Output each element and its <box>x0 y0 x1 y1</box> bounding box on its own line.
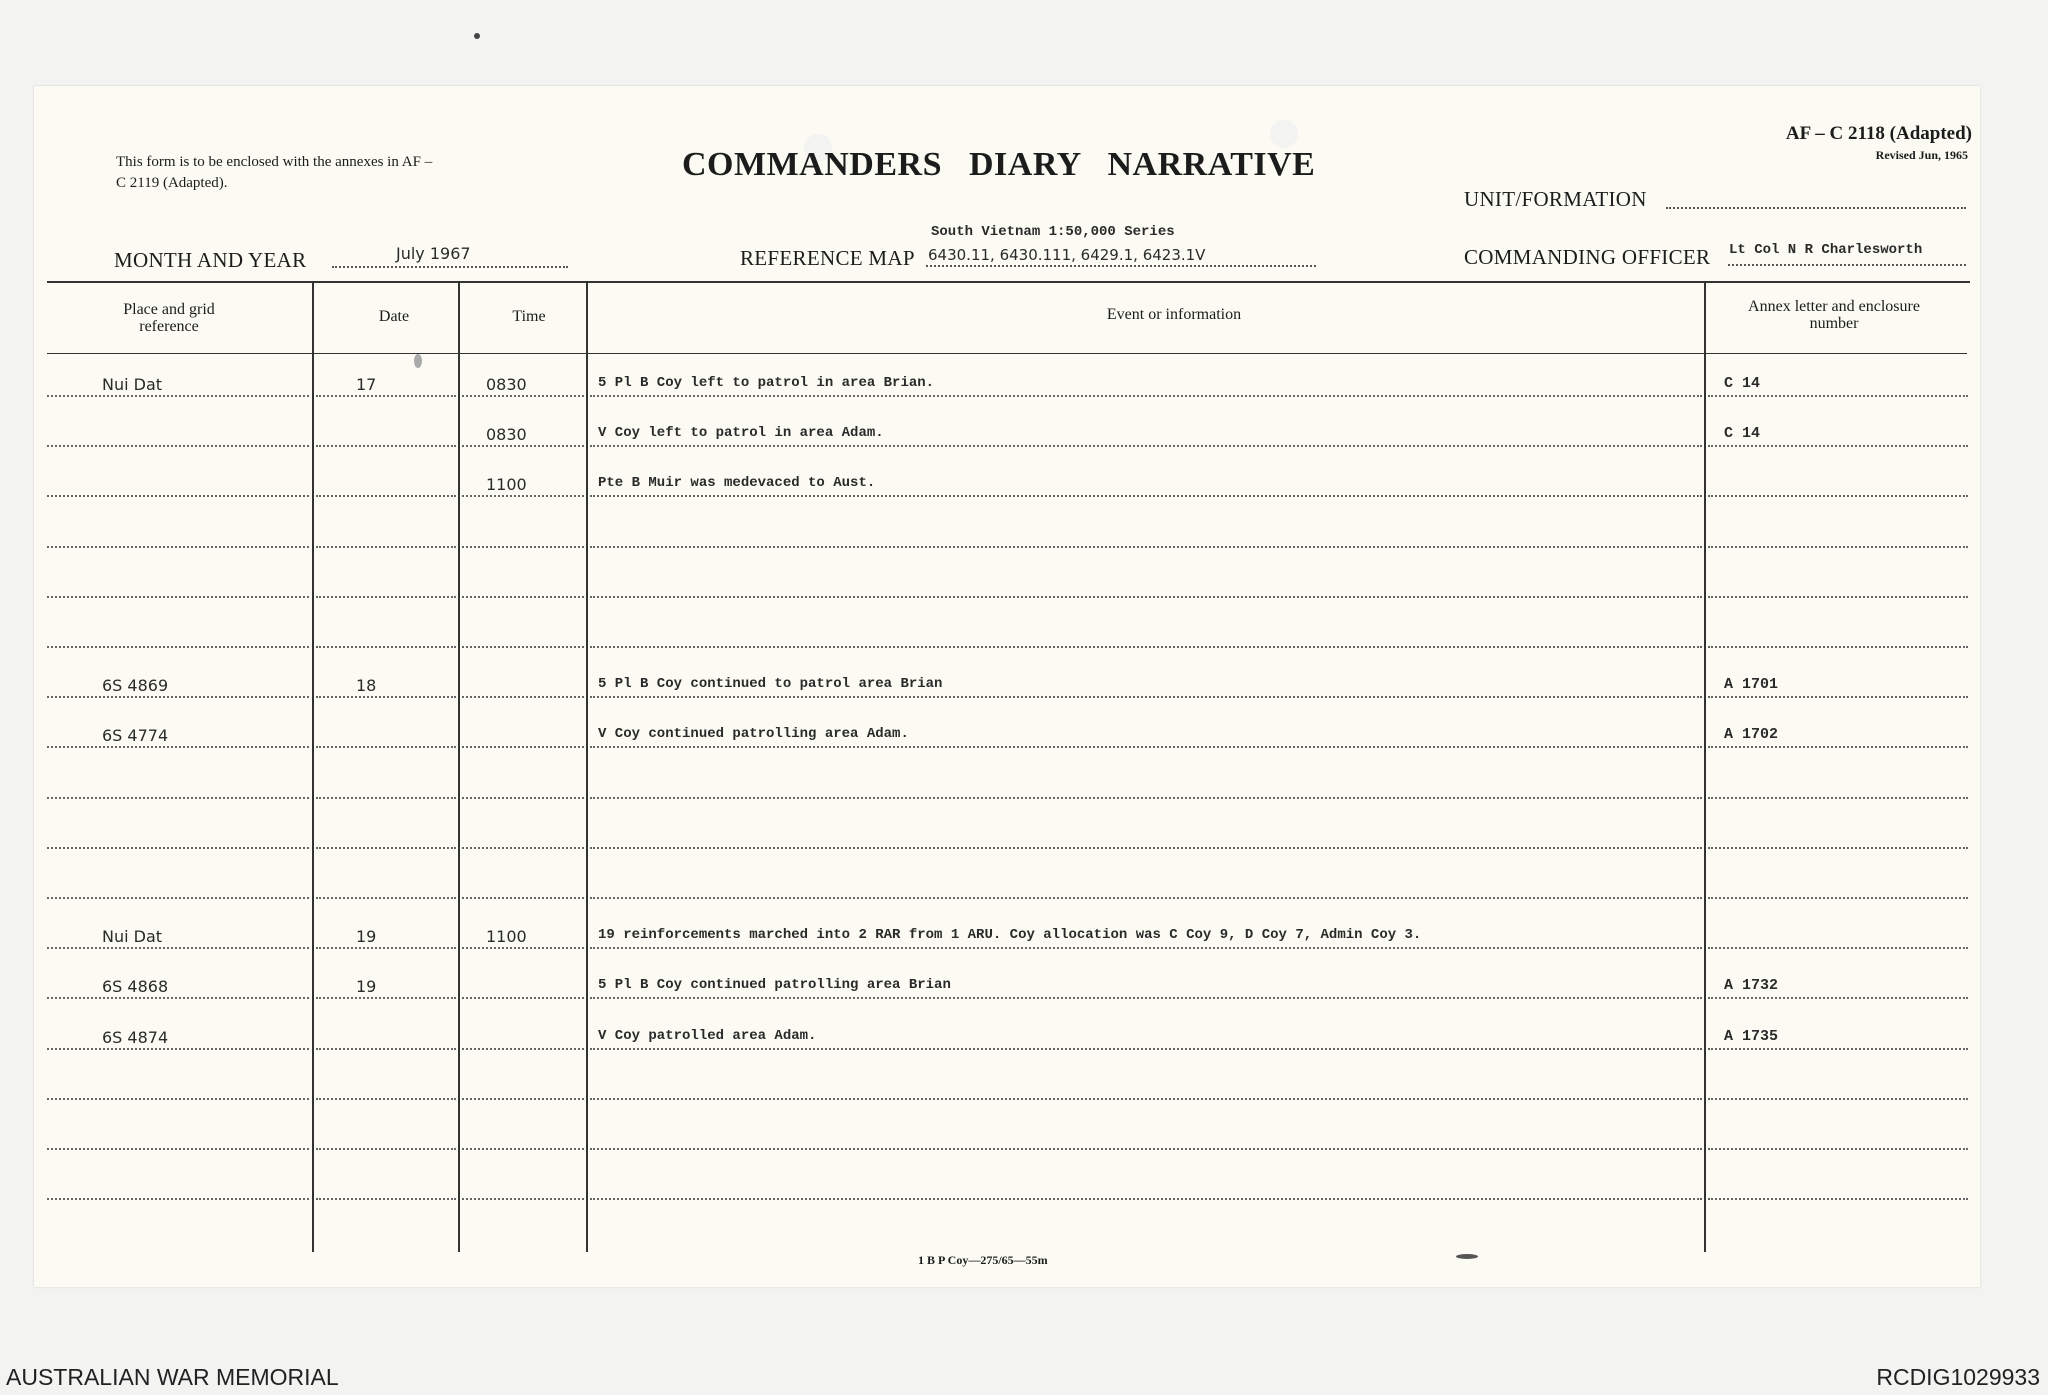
revised-date: Revised Jun, 1965 <box>1875 148 1968 162</box>
row-rule <box>47 445 309 447</box>
row-rule <box>316 646 456 648</box>
table-header-rule <box>47 353 1967 354</box>
row-rule <box>1708 445 1968 447</box>
header-event: Event or information <box>1106 306 1242 323</box>
row-rule <box>462 746 584 748</box>
row-rule <box>1708 997 1968 999</box>
time-cell: 1100 <box>486 475 527 494</box>
row-rule <box>316 897 456 899</box>
event-cell: Pte B Muir was medevaced to Aust. <box>598 475 876 491</box>
header-place: Place and grid reference <box>123 301 215 335</box>
enclosure-note: This form is to be enclosed with the annexes in AF – C 2119 (Adapted). <box>116 154 433 191</box>
row-rule <box>316 696 456 698</box>
event-cell: V Coy left to patrol in area Adam. <box>598 425 884 441</box>
row-rule <box>1708 696 1968 698</box>
time-cell: 0830 <box>486 375 527 394</box>
row-rule <box>47 746 309 748</box>
row-rule <box>462 1198 584 1200</box>
row-rule <box>47 847 309 849</box>
row-rule <box>462 797 584 799</box>
row-rule <box>316 797 456 799</box>
annex-cell: A 1732 <box>1724 977 1779 994</box>
event-cell: 5 Pl B Coy continued to patrol area Brian <box>598 676 943 692</box>
row-rule <box>590 997 1702 999</box>
row-rule <box>316 1148 456 1150</box>
row-rule <box>316 746 456 748</box>
row-rule <box>47 1048 309 1050</box>
row-rule <box>1708 1048 1968 1050</box>
row-rule <box>590 1198 1702 1200</box>
row-rule <box>47 797 309 799</box>
month-year-label: MONTH AND YEAR <box>114 248 307 272</box>
row-rule <box>47 546 309 548</box>
place-cell: 6S 4869 <box>102 676 169 695</box>
time-cell: 1100 <box>486 927 527 946</box>
event-cell: 5 Pl B Coy continued patrolling area Brian <box>598 977 951 993</box>
row-rule <box>316 1098 456 1100</box>
row-rule <box>590 395 1702 397</box>
time-cell: 0830 <box>486 425 527 444</box>
event-cell: V Coy patrolled area Adam. <box>598 1028 817 1044</box>
row-rule <box>590 546 1702 548</box>
row-rule <box>590 746 1702 748</box>
date-cell: 19 <box>356 977 377 996</box>
row-rule <box>316 395 456 397</box>
row-rule <box>462 847 584 849</box>
event-cell: 5 Pl B Coy left to patrol in area Brian. <box>598 375 935 391</box>
row-rule <box>47 596 309 598</box>
reference-map-series: South Vietnam 1:50,000 Series <box>931 224 1175 240</box>
annex-cell: C 14 <box>1724 425 1761 442</box>
diary-form-sheet <box>34 86 1980 1287</box>
row-rule <box>462 596 584 598</box>
column-divider <box>312 282 314 1252</box>
row-rule <box>316 847 456 849</box>
row-rule <box>1708 847 1968 849</box>
row-rule <box>47 897 309 899</box>
row-rule <box>590 847 1702 849</box>
form-title: COMMANDERS DIARY NARRATIVE <box>682 146 1316 183</box>
row-rule <box>462 947 584 949</box>
row-rule <box>590 1148 1702 1150</box>
row-rule <box>462 546 584 548</box>
row-rule <box>462 1148 584 1150</box>
reference-map-value: 6430.11, 6430.111, 6429.1, 6423.1V <box>928 246 1206 264</box>
header-time: Time <box>512 308 546 325</box>
ink-speck <box>414 354 422 368</box>
month-year-value: July 1967 <box>396 244 471 263</box>
row-rule <box>47 1148 309 1150</box>
row-rule <box>47 1098 309 1100</box>
row-rule <box>1708 797 1968 799</box>
column-divider <box>1704 282 1706 1252</box>
row-rule <box>1708 596 1968 598</box>
month-year-field[interactable] <box>332 266 568 268</box>
row-rule <box>316 947 456 949</box>
row-rule <box>1708 897 1968 899</box>
row-rule <box>1708 495 1968 497</box>
row-rule <box>462 1048 584 1050</box>
reference-map-field[interactable] <box>926 265 1316 267</box>
row-rule <box>47 696 309 698</box>
table-top-rule <box>47 281 1970 283</box>
row-rule <box>316 997 456 999</box>
row-rule <box>462 445 584 447</box>
header-annex: Annex letter and enclosure number <box>1748 298 1920 332</box>
row-rule <box>316 596 456 598</box>
annex-cell: A 1735 <box>1724 1028 1779 1045</box>
row-rule <box>590 445 1702 447</box>
row-rule <box>590 897 1702 899</box>
column-divider <box>458 282 460 1252</box>
place-cell: Nui Dat <box>102 375 163 394</box>
row-rule <box>316 1048 456 1050</box>
row-rule <box>316 1198 456 1200</box>
row-rule <box>47 997 309 999</box>
row-rule <box>590 947 1702 949</box>
row-rule <box>590 495 1702 497</box>
place-cell: 6S 4774 <box>102 726 169 745</box>
row-rule <box>462 646 584 648</box>
row-rule <box>47 495 309 497</box>
row-rule <box>1708 746 1968 748</box>
row-rule <box>47 395 309 397</box>
row-rule <box>590 1048 1702 1050</box>
row-rule <box>590 797 1702 799</box>
date-cell: 19 <box>356 927 377 946</box>
form-number: AF – C 2118 (Adapted) <box>1785 123 1972 144</box>
date-cell: 17 <box>356 375 377 394</box>
annex-cell: A 1702 <box>1724 726 1779 743</box>
row-rule <box>462 696 584 698</box>
row-rule <box>47 947 309 949</box>
place-cell: 6S 4868 <box>102 977 169 996</box>
commanding-officer-label: COMMANDING OFFICER <box>1464 245 1711 269</box>
row-rule <box>1708 1198 1968 1200</box>
row-rule <box>462 395 584 397</box>
punch-hole <box>1270 120 1298 148</box>
row-rule <box>590 696 1702 698</box>
row-rule <box>462 997 584 999</box>
row-rule <box>462 897 584 899</box>
row-rule <box>316 495 456 497</box>
row-rule <box>1708 646 1968 648</box>
row-rule <box>47 1198 309 1200</box>
place-cell: 6S 4874 <box>102 1028 169 1047</box>
row-rule <box>590 646 1702 648</box>
unit-formation-label: UNIT/FORMATION <box>1464 187 1647 211</box>
annex-cell: A 1701 <box>1724 676 1779 693</box>
ink-speck <box>474 33 480 39</box>
commanding-officer-value: Lt Col N R Charlesworth <box>1729 242 1923 258</box>
row-rule <box>316 445 456 447</box>
row-rule <box>1708 1098 1968 1100</box>
archive-caption-right: RCDIG1029933 <box>1876 1364 2040 1390</box>
archive-caption-left: AUSTRALIAN WAR MEMORIAL <box>6 1364 339 1390</box>
unit-formation-field[interactable] <box>1666 207 1966 209</box>
row-rule <box>590 1098 1702 1100</box>
event-cell: 19 reinforcements marched into 2 RAR from 1 ARU. Coy allocation was C Coy 9, D Coy 7, Admin Coy 3. <box>598 927 1422 943</box>
event-cell: V Coy continued patrolling area Adam. <box>598 726 909 742</box>
row-rule <box>590 596 1702 598</box>
row-rule <box>1708 395 1968 397</box>
annex-cell: C 14 <box>1724 375 1761 392</box>
date-cell: 18 <box>356 676 377 695</box>
ink-speck <box>1456 1254 1478 1259</box>
column-divider <box>586 282 588 1252</box>
row-rule <box>1708 1148 1968 1150</box>
commanding-officer-field[interactable] <box>1728 264 1966 266</box>
row-rule <box>1708 546 1968 548</box>
row-rule <box>1708 947 1968 949</box>
row-rule <box>47 646 309 648</box>
reference-map-label: REFERENCE MAP <box>740 246 915 270</box>
row-rule <box>462 495 584 497</box>
place-cell: Nui Dat <box>102 927 163 946</box>
row-rule <box>316 546 456 548</box>
header-date: Date <box>378 308 410 325</box>
row-rule <box>462 1098 584 1100</box>
printer-imprint: 1 B P Coy—275/65—55m <box>918 1253 1048 1267</box>
